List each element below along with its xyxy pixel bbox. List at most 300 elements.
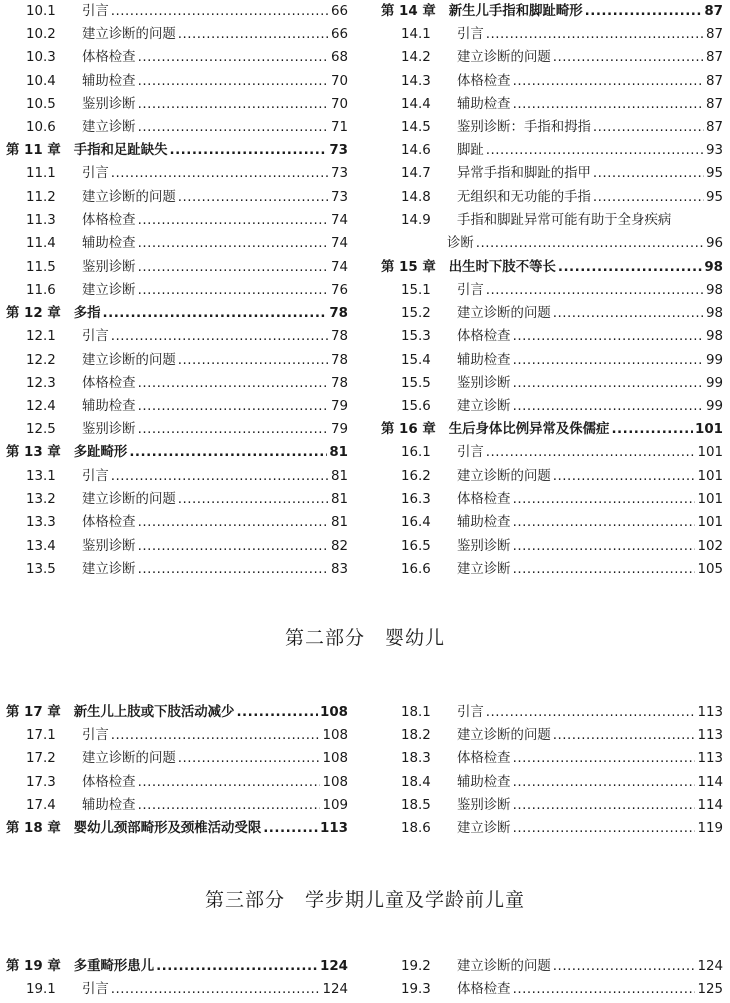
toc-section-entry [381, 796, 723, 816]
entry-title: 建立诊断 [82, 120, 136, 135]
page-number: 108 [322, 775, 348, 790]
entry-title: 建立诊断 [82, 562, 136, 577]
entry-number: 12.3 [26, 376, 56, 391]
page-number: 87 [704, 4, 723, 19]
page-number: 71 [330, 120, 348, 135]
page-number: 87 [705, 74, 723, 89]
toc-section-entry [381, 351, 723, 371]
dot-leader [513, 749, 696, 769]
page-number: 124 [322, 982, 348, 997]
dot-leader [593, 164, 704, 184]
page-number: 87 [705, 97, 723, 112]
dot-leader [513, 72, 704, 92]
entry-title: 体格检查 [457, 74, 511, 89]
page-number: 87 [705, 50, 723, 65]
entry-title: 婴幼儿颈部畸形及颈椎活动受限 [73, 821, 262, 836]
toc-section-entry [381, 773, 723, 793]
toc-section-entry [6, 25, 348, 45]
entry-title: 辅助检查 [457, 353, 511, 368]
entry-title: 建立诊断 [457, 821, 511, 836]
entry-number: 14.1 [401, 27, 431, 42]
entry-number: 10.1 [26, 4, 56, 19]
dot-leader [169, 141, 327, 161]
entry-title: 引言 [457, 27, 484, 42]
entry-number: 19.2 [401, 959, 431, 974]
page-number: 98 [705, 306, 723, 321]
entry-title: 多指 [73, 306, 101, 321]
entry-number: 18.6 [401, 821, 431, 836]
toc-chapter-entry [381, 2, 723, 22]
entry-title: 引言 [457, 283, 484, 298]
page-number: 114 [697, 798, 723, 813]
entry-number: 11.5 [26, 260, 56, 275]
entry-number: 16.3 [401, 492, 431, 507]
page-number: 74 [330, 213, 348, 228]
dot-leader [111, 164, 329, 184]
entry-title: 新生儿上肢或下肢活动减少 [73, 705, 235, 720]
entry-title: 体格检查 [457, 329, 511, 344]
entry-title: 异常手指和脚趾的指甲 [457, 166, 591, 181]
dot-leader [486, 141, 704, 161]
entry-title: 鉴别诊断 [457, 539, 511, 554]
page-number: 79 [330, 399, 348, 414]
toc-section-entry [381, 48, 723, 68]
toc-section-entry [381, 397, 723, 417]
toc-section-entry [381, 141, 723, 161]
toc-chapter-entry [6, 819, 348, 839]
entry-number: 15.3 [401, 329, 431, 344]
entry-number: 第 12 章 [6, 306, 61, 321]
dot-leader [513, 537, 696, 557]
dot-leader [178, 490, 329, 510]
toc-continuation-entry [381, 234, 723, 254]
toc-chapter-entry [6, 141, 348, 161]
toc-chapter-entry [6, 304, 348, 324]
entry-title: 手指和足趾缺失 [73, 143, 168, 158]
dot-leader [558, 258, 702, 278]
dot-leader [486, 703, 696, 723]
page-number: 83 [330, 562, 348, 577]
page-number: 81 [329, 445, 348, 460]
page-number: 73 [330, 190, 348, 205]
entry-title: 建立诊断的问题 [82, 353, 176, 368]
page-number: 74 [330, 260, 348, 275]
entry-number: 11.3 [26, 213, 56, 228]
dot-leader [138, 560, 329, 580]
page-number: 78 [330, 353, 348, 368]
dot-leader [513, 95, 704, 115]
dot-leader [553, 957, 696, 977]
entry-title: 体格检查 [457, 982, 511, 997]
dot-leader [553, 467, 696, 487]
entry-title: 引言 [82, 4, 109, 19]
dot-leader [513, 327, 704, 347]
entry-number: 11.2 [26, 190, 56, 205]
dot-leader [138, 374, 329, 394]
toc-section-entry [381, 513, 723, 533]
entry-title: 建立诊断的问题 [457, 728, 551, 743]
page-number: 76 [330, 283, 348, 298]
entry-number: 15.1 [401, 283, 431, 298]
entry-number: 15.6 [401, 399, 431, 414]
page-number: 98 [705, 329, 723, 344]
entry-number: 第 13 章 [6, 445, 61, 460]
toc-section-entry [381, 703, 723, 723]
dot-leader [138, 420, 329, 440]
page-number: 108 [320, 705, 348, 720]
toc-section-entry [6, 118, 348, 138]
entry-number: 12.2 [26, 353, 56, 368]
entry-title: 多重畸形患儿 [73, 959, 155, 974]
dot-leader [156, 957, 318, 977]
entry-number: 第 15 章 [381, 260, 436, 275]
page-number: 70 [330, 74, 348, 89]
entry-number: 14.9 [401, 213, 431, 228]
part-heading-toddler-preschool: 第三部分 学步期儿童及学龄前儿童 [204, 889, 525, 911]
entry-title: 辅助检查 [457, 515, 511, 530]
entry-title: 引言 [82, 728, 109, 743]
dot-leader [513, 351, 704, 371]
dot-leader [513, 773, 696, 793]
entry-title: 引言 [82, 469, 109, 484]
entry-title: 建立诊断的问题 [82, 190, 176, 205]
toc-chapter-entry [6, 957, 348, 977]
toc-chapter-entry [6, 703, 348, 723]
entry-number: 14.6 [401, 143, 431, 158]
page-number: 124 [320, 959, 348, 974]
entry-number: 11.4 [26, 236, 56, 251]
page-number: 87 [705, 120, 723, 135]
entry-number: 11.1 [26, 166, 56, 181]
entry-title: 体格检查 [457, 492, 511, 507]
entry-number: 18.5 [401, 798, 431, 813]
dot-leader [138, 234, 329, 254]
entry-number: 10.2 [26, 27, 56, 42]
entry-number: 14.7 [401, 166, 431, 181]
toc-section-entry [381, 188, 723, 208]
dot-leader [138, 48, 329, 68]
page-number: 101 [695, 422, 723, 437]
toc-section-entry [6, 560, 348, 580]
dot-leader [263, 819, 318, 839]
entry-number: 17.2 [26, 751, 56, 766]
entry-title: 建立诊断的问题 [457, 50, 551, 65]
toc-section-entry [381, 726, 723, 746]
page-number: 113 [697, 728, 723, 743]
entry-number: 18.3 [401, 751, 431, 766]
page-number: 113 [320, 821, 348, 836]
toc-section-entry [381, 118, 723, 138]
entry-title: 建立诊断的问题 [82, 492, 176, 507]
dot-leader [553, 48, 704, 68]
entry-title: 建立诊断的问题 [82, 27, 176, 42]
dot-leader [138, 258, 329, 278]
entry-title: 引言 [82, 329, 109, 344]
entry-number: 第 14 章 [381, 4, 436, 19]
toc-section-entry [6, 490, 348, 510]
entry-title: 引言 [457, 705, 484, 720]
toc-column-right-top [381, 2, 723, 584]
entry-number: 13.4 [26, 539, 56, 554]
entry-title: 多趾畸形 [73, 445, 128, 460]
toc-section-entry [381, 211, 723, 231]
page-number: 99 [705, 353, 723, 368]
toc-section-entry [6, 397, 348, 417]
entry-number: 10.4 [26, 74, 56, 89]
page-number: 114 [697, 775, 723, 790]
dot-leader [138, 281, 329, 301]
toc-section-entry [381, 490, 723, 510]
page-number: 98 [705, 283, 723, 298]
page-number: 73 [330, 166, 348, 181]
dot-leader [486, 443, 696, 463]
entry-title: 建立诊断的问题 [457, 469, 551, 484]
entry-title: 体格检查 [82, 213, 136, 228]
dot-leader [111, 327, 329, 347]
entry-title: 鉴别诊断 [82, 539, 136, 554]
entry-number: 第 16 章 [381, 422, 436, 437]
entry-number: 15.2 [401, 306, 431, 321]
dot-leader [476, 234, 704, 254]
toc-section-entry [381, 980, 723, 1000]
page-number: 125 [697, 982, 723, 997]
page-number: 73 [329, 143, 348, 158]
entry-number: 16.1 [401, 445, 431, 460]
entry-number: 14.3 [401, 74, 431, 89]
toc-section-entry [6, 351, 348, 371]
dot-leader [178, 749, 321, 769]
dot-leader [513, 513, 696, 533]
dot-leader [513, 560, 696, 580]
toc-column-right-bottom [381, 957, 723, 1001]
entry-number: 14.5 [401, 120, 431, 135]
page-number: 113 [697, 705, 723, 720]
toc-section-entry [381, 164, 723, 184]
entry-number: 17.1 [26, 728, 56, 743]
dot-leader [111, 980, 321, 1000]
page-number: 101 [697, 515, 723, 530]
entry-number: 19.3 [401, 982, 431, 997]
toc-section-entry [6, 420, 348, 440]
entry-number: 13.5 [26, 562, 56, 577]
dot-leader [138, 537, 329, 557]
toc-column-left-bottom [6, 957, 348, 1001]
dot-leader [111, 467, 329, 487]
dot-leader [178, 188, 329, 208]
entry-title: 体格检查 [82, 775, 136, 790]
entry-number: 第 11 章 [6, 143, 61, 158]
entry-number: 18.2 [401, 728, 431, 743]
entry-title: 体格检查 [82, 50, 136, 65]
toc-section-entry [381, 281, 723, 301]
entry-title: 体格检查 [82, 376, 136, 391]
toc-section-entry [381, 327, 723, 347]
toc-section-entry [6, 980, 348, 1000]
toc-column-right-middle [381, 703, 723, 843]
toc-section-entry [6, 188, 348, 208]
toc-section-entry [6, 796, 348, 816]
entry-title: 体格检查 [82, 515, 136, 530]
dot-leader [138, 796, 321, 816]
dot-leader [486, 281, 704, 301]
dot-leader [513, 796, 696, 816]
dot-leader [553, 304, 704, 324]
entry-number: 18.1 [401, 705, 431, 720]
toc-section-entry [6, 726, 348, 746]
entry-title: 无组织和无功能的手指 [457, 190, 591, 205]
dot-leader [593, 118, 704, 138]
toc-section-entry [6, 211, 348, 231]
page-number: 81 [330, 469, 348, 484]
entry-number: 10.6 [26, 120, 56, 135]
dot-leader [178, 351, 329, 371]
page-number: 66 [330, 27, 348, 42]
entry-number: 12.5 [26, 422, 56, 437]
toc-section-entry [381, 467, 723, 487]
page-number: 66 [330, 4, 348, 19]
dot-leader [138, 397, 329, 417]
page-number: 78 [330, 376, 348, 391]
entry-title: 鉴别诊断 [82, 260, 136, 275]
toc-section-entry [6, 234, 348, 254]
entry-number: 15.4 [401, 353, 431, 368]
toc-section-entry [6, 537, 348, 557]
entry-title: 辅助检查 [82, 798, 136, 813]
toc-section-entry [381, 537, 723, 557]
entry-number: 16.6 [401, 562, 431, 577]
entry-title: 鉴别诊断 [82, 97, 136, 112]
dot-leader [138, 118, 329, 138]
entry-title: 辅助检查 [82, 399, 136, 414]
entry-number: 第 17 章 [6, 705, 61, 720]
page-number: 87 [705, 27, 723, 42]
toc-section-entry [6, 95, 348, 115]
entry-title: 出生时下肢不等长 [448, 260, 556, 275]
entry-number: 17.3 [26, 775, 56, 790]
dot-leader [513, 374, 704, 394]
toc-chapter-entry [6, 443, 348, 463]
toc-section-entry [6, 281, 348, 301]
dot-leader [178, 25, 329, 45]
entry-title: 体格检查 [457, 751, 511, 766]
page-number: 95 [705, 166, 723, 181]
toc-section-entry [381, 749, 723, 769]
dot-leader [513, 980, 696, 1000]
toc-section-entry [6, 513, 348, 533]
dot-leader [138, 95, 329, 115]
page-number: 82 [330, 539, 348, 554]
dot-leader [111, 2, 329, 22]
toc-chapter-entry [381, 258, 723, 278]
page-number: 124 [697, 959, 723, 974]
entry-number: 第 19 章 [6, 959, 61, 974]
dot-leader [138, 513, 329, 533]
dot-leader [513, 490, 696, 510]
dot-leader [103, 304, 328, 324]
toc-section-entry [6, 258, 348, 278]
toc-section-entry [381, 443, 723, 463]
entry-number: 17.4 [26, 798, 56, 813]
page-number: 102 [697, 539, 723, 554]
entry-title: 鉴别诊断 [457, 376, 511, 391]
page-number: 79 [330, 422, 348, 437]
toc-section-entry [6, 327, 348, 347]
page-number: 68 [330, 50, 348, 65]
page-number: 109 [322, 798, 348, 813]
toc-section-entry [6, 374, 348, 394]
entry-number: 16.2 [401, 469, 431, 484]
entry-number: 13.3 [26, 515, 56, 530]
toc-section-entry [381, 374, 723, 394]
entry-number: 11.6 [26, 283, 56, 298]
toc-section-entry [6, 467, 348, 487]
dot-leader [553, 726, 696, 746]
entry-title: 引言 [457, 445, 484, 460]
page-number: 101 [697, 469, 723, 484]
entry-number: 第 18 章 [6, 821, 61, 836]
toc-section-entry [381, 957, 723, 977]
entry-title: 建立诊断的问题 [457, 959, 551, 974]
toc-section-entry [381, 304, 723, 324]
toc-section-entry [381, 25, 723, 45]
dot-leader [138, 72, 329, 92]
page-number: 74 [330, 236, 348, 251]
entry-title: 引言 [82, 166, 109, 181]
page-number: 95 [705, 190, 723, 205]
page-number: 119 [697, 821, 723, 836]
entry-title: 建立诊断 [82, 283, 136, 298]
page-number: 105 [697, 562, 723, 577]
page-number: 78 [329, 306, 348, 321]
entry-number: 10.3 [26, 50, 56, 65]
page-number: 78 [330, 329, 348, 344]
dot-leader [111, 726, 321, 746]
entry-title: 生后身体比例异常及侏儒症 [448, 422, 610, 437]
entry-number: 14.8 [401, 190, 431, 205]
entry-number: 19.1 [26, 982, 56, 997]
toc-chapter-entry [381, 420, 723, 440]
entry-number: 12.1 [26, 329, 56, 344]
page-number: 108 [322, 751, 348, 766]
entry-title: 诊断 [447, 236, 474, 251]
page-number: 81 [330, 515, 348, 530]
dot-leader [585, 2, 703, 22]
part-heading-infant: 第二部分 婴幼儿 [284, 627, 445, 649]
dot-leader [593, 188, 704, 208]
entry-number: 13.2 [26, 492, 56, 507]
toc-column-left-middle [6, 703, 348, 843]
entry-number: 14.4 [401, 97, 431, 112]
page-number: 108 [322, 728, 348, 743]
entry-title: 鉴别诊断 [457, 798, 511, 813]
toc-section-entry [6, 48, 348, 68]
page-number: 99 [705, 376, 723, 391]
dot-leader [486, 25, 704, 45]
entry-number: 15.5 [401, 376, 431, 391]
dot-leader [513, 819, 696, 839]
page-number: 101 [697, 492, 723, 507]
entry-title: 手指和脚趾异常可能有助于全身疾病 [457, 213, 672, 228]
dot-leader [236, 703, 318, 723]
page-number: 81 [330, 492, 348, 507]
toc-section-entry [6, 2, 348, 22]
toc-section-entry [6, 749, 348, 769]
page-number: 96 [705, 236, 723, 251]
entry-title: 建立诊断 [457, 562, 511, 577]
toc-section-entry [6, 164, 348, 184]
toc-section-entry [6, 72, 348, 92]
entry-number: 10.5 [26, 97, 56, 112]
